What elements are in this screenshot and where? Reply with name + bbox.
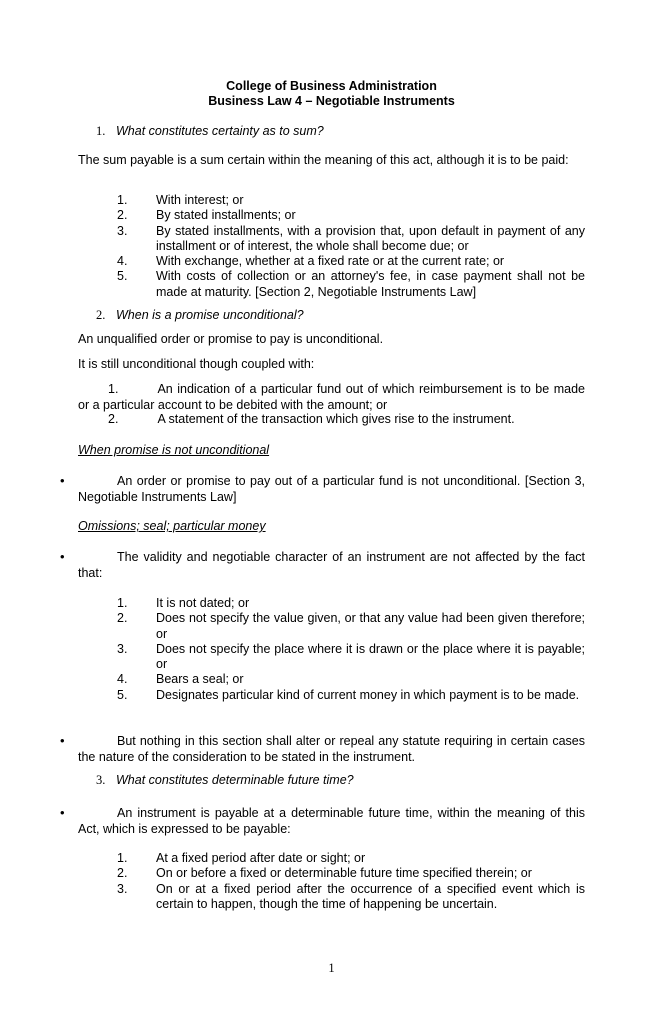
bullet-marker: • xyxy=(60,473,65,488)
list-item: 3. Does not specify the place where it is drawn or the place where it is payable; or xyxy=(117,641,585,672)
list-item: 2. Does not specify the value given, or that any value had been given therefore; or xyxy=(117,611,585,641)
question-1 xyxy=(96,124,324,139)
header-course: Business Law 4 – Negotiable Instruments xyxy=(208,94,455,108)
q2-list-item-2: 2. A statement of the transaction which gives rise to the instrument. xyxy=(108,412,515,426)
question-2-number: 2. xyxy=(96,308,106,322)
header-college: College of Business Administration xyxy=(226,79,437,93)
question-2-title: When is a promise unconditional? xyxy=(116,308,304,322)
q2-paragraph-2: It is still unconditional though coupled with: xyxy=(78,357,315,371)
question-1-number: 1. xyxy=(96,124,106,138)
q2-omissions-list xyxy=(107,596,585,703)
list-item: 1. It is not dated; or xyxy=(117,596,250,610)
list-item: 4. Bears a seal; or xyxy=(117,672,244,687)
list-item: 3. On or at a fixed period after the occurrence of a specified event which is certain to happen, though the time of happening be uncertain. xyxy=(117,881,585,911)
list-item: 5. With costs of collection or an attorney's fee, in case payment shall not be made at maturity. [Section 2, Negotiable Instruments Law] xyxy=(117,269,585,299)
question-3 xyxy=(96,773,354,788)
bullet-paragraph-statute: But nothing in this section shall alter or repeal any statute requiring in certain cases the nature of the consideration to be stated in the instrument. xyxy=(78,734,585,764)
bullet-paragraph-particular-fund: An order or promise to pay out of a particular fund is not unconditional. [Section 3, Negotiable Instruments Law] xyxy=(78,474,585,504)
q2-paragraph-1: An unqualified order or promise to pay is unconditional. xyxy=(78,332,384,346)
list-item: 1. At a fixed period after date or sight; or xyxy=(117,851,366,865)
bullet-marker: • xyxy=(60,549,65,564)
question-2 xyxy=(96,308,304,323)
question-1-title: What constitutes certainty as to sum? xyxy=(116,124,324,138)
q1-list xyxy=(107,193,585,300)
bullet-paragraph-determinable-time: An instrument is payable at a determinable future time, within the meaning of this Act, which is expressed to be payable: xyxy=(78,806,585,836)
bullet-marker: • xyxy=(60,805,65,820)
list-item: 3. By stated installments, with a provision that, upon default in payment of any installment or of interest, the whole shall become due; or xyxy=(117,223,585,253)
question-3-title: What constitutes determinable future time? xyxy=(116,773,354,787)
list-item: 1. With interest; or xyxy=(117,193,244,207)
subheading-not-unconditional: When promise is not unconditional xyxy=(78,443,270,457)
q2-list-item-1: 1. An indication of a particular fund out of which reimbursement is to be made or a particular account to be debited with the amount; or xyxy=(78,382,585,412)
page-number: 1 xyxy=(328,961,335,975)
q1-intro: The sum payable is a sum certain within the meaning of this act, although it is to be paid: xyxy=(78,153,569,167)
bullet-paragraph-validity: The validity and negotiable character of an instrument are not affected by the fact that: xyxy=(78,550,585,580)
question-3-number: 3. xyxy=(96,773,106,787)
list-item: 2. On or before a fixed or determinable future time specified therein; or xyxy=(117,866,532,881)
list-item: 4. With exchange, whether at a fixed rate or at the current rate; or xyxy=(117,254,505,269)
q3-list xyxy=(107,851,585,912)
list-item: 2. By stated installments; or xyxy=(117,208,296,223)
list-item: 5. Designates particular kind of current money in which payment is to be made. xyxy=(117,687,580,702)
subheading-omissions: Omissions; seal; particular money xyxy=(78,519,266,533)
bullet-marker: • xyxy=(60,733,65,748)
